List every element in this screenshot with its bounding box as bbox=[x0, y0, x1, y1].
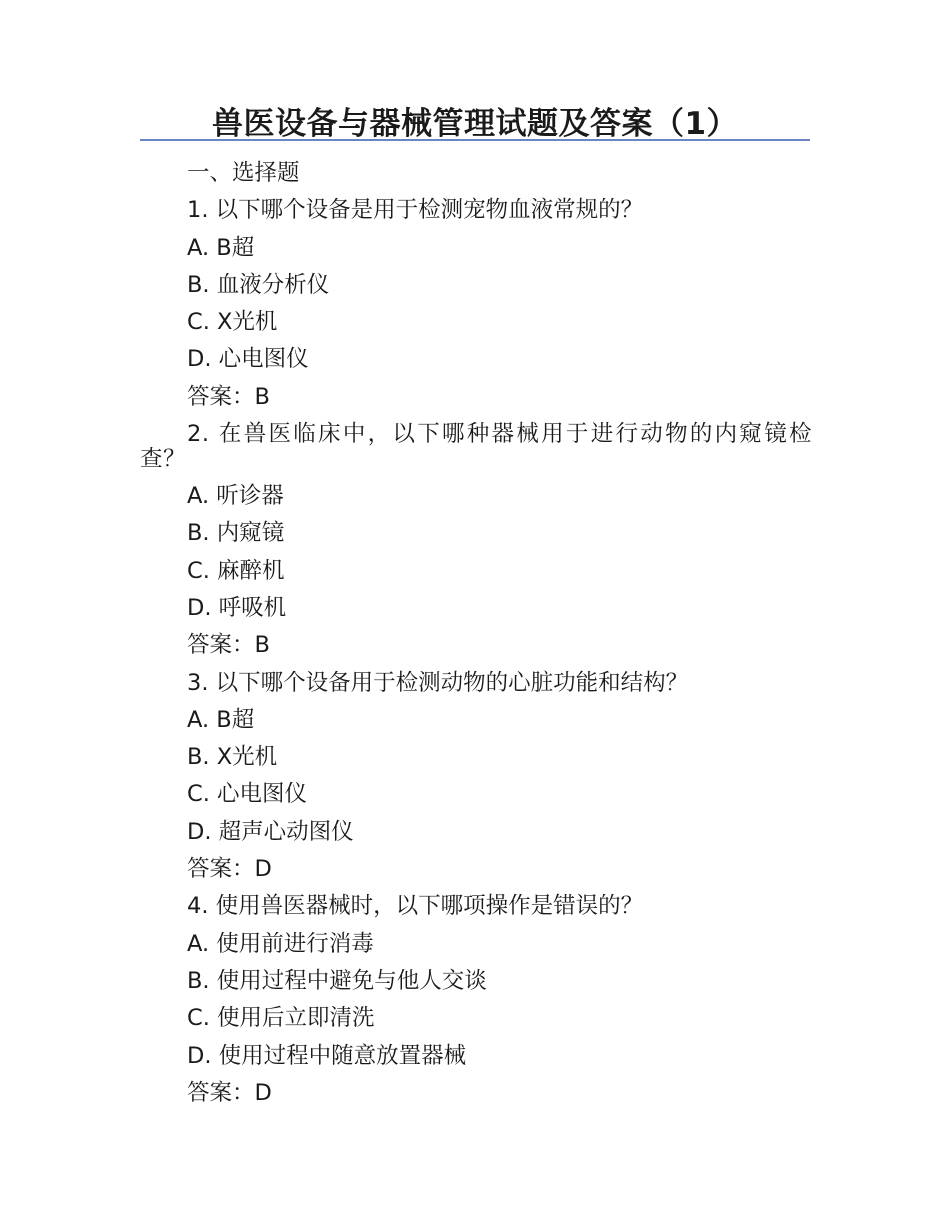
document-body bbox=[140, 155, 812, 1112]
option-a: A. B超 bbox=[187, 706, 255, 733]
question-block-1 bbox=[140, 192, 812, 416]
option-b: B. 血液分析仪 bbox=[187, 271, 330, 298]
option-d: D. 心电图仪 bbox=[187, 346, 309, 373]
answer-text: 答案：B bbox=[187, 383, 270, 410]
question-block-2 bbox=[140, 416, 812, 664]
section-heading: 一、选择题 bbox=[187, 160, 300, 186]
document-title: 兽医设备与器械管理试题及答案（1） bbox=[211, 106, 739, 142]
option-d: D. 使用过程中随意放置器械 bbox=[187, 1042, 467, 1069]
option-a: A. 使用前进行消毒 bbox=[187, 930, 374, 957]
option-b: B. 使用过程中避免与他人交谈 bbox=[187, 967, 487, 994]
option-a: A. B超 bbox=[187, 234, 255, 261]
option-b: B. 内窥镜 bbox=[187, 520, 285, 547]
answer-text: 答案：D bbox=[187, 856, 272, 883]
question-text: 3. 以下哪个设备用于检测动物的心脏功能和结构？ bbox=[187, 669, 689, 696]
option-c: C. X光机 bbox=[187, 309, 278, 336]
question-block-4 bbox=[140, 888, 812, 1112]
question-text: 4. 使用兽医器械时，以下哪项操作是错误的？ bbox=[187, 893, 644, 920]
question-block-3 bbox=[140, 665, 812, 889]
question-text: 2. 在兽医临床中，以下哪种器械用于进行动物的内窥镜检查？ bbox=[140, 421, 812, 473]
option-c: C. 心电图仪 bbox=[187, 781, 308, 808]
option-c: C. 使用后立即清洗 bbox=[187, 1005, 375, 1032]
question-text: 1. 以下哪个设备是用于检测宠物血液常规的？ bbox=[187, 197, 644, 224]
option-d: D. 呼吸机 bbox=[187, 594, 287, 621]
option-a: A. 听诊器 bbox=[187, 483, 284, 510]
answer-text: 答案：D bbox=[187, 1079, 272, 1106]
answer-text: 答案：B bbox=[187, 632, 270, 659]
title-underline bbox=[140, 139, 810, 141]
option-b: B. X光机 bbox=[187, 744, 278, 771]
option-d: D. 超声心动图仪 bbox=[187, 818, 354, 845]
option-c: C. 麻醉机 bbox=[187, 557, 285, 584]
